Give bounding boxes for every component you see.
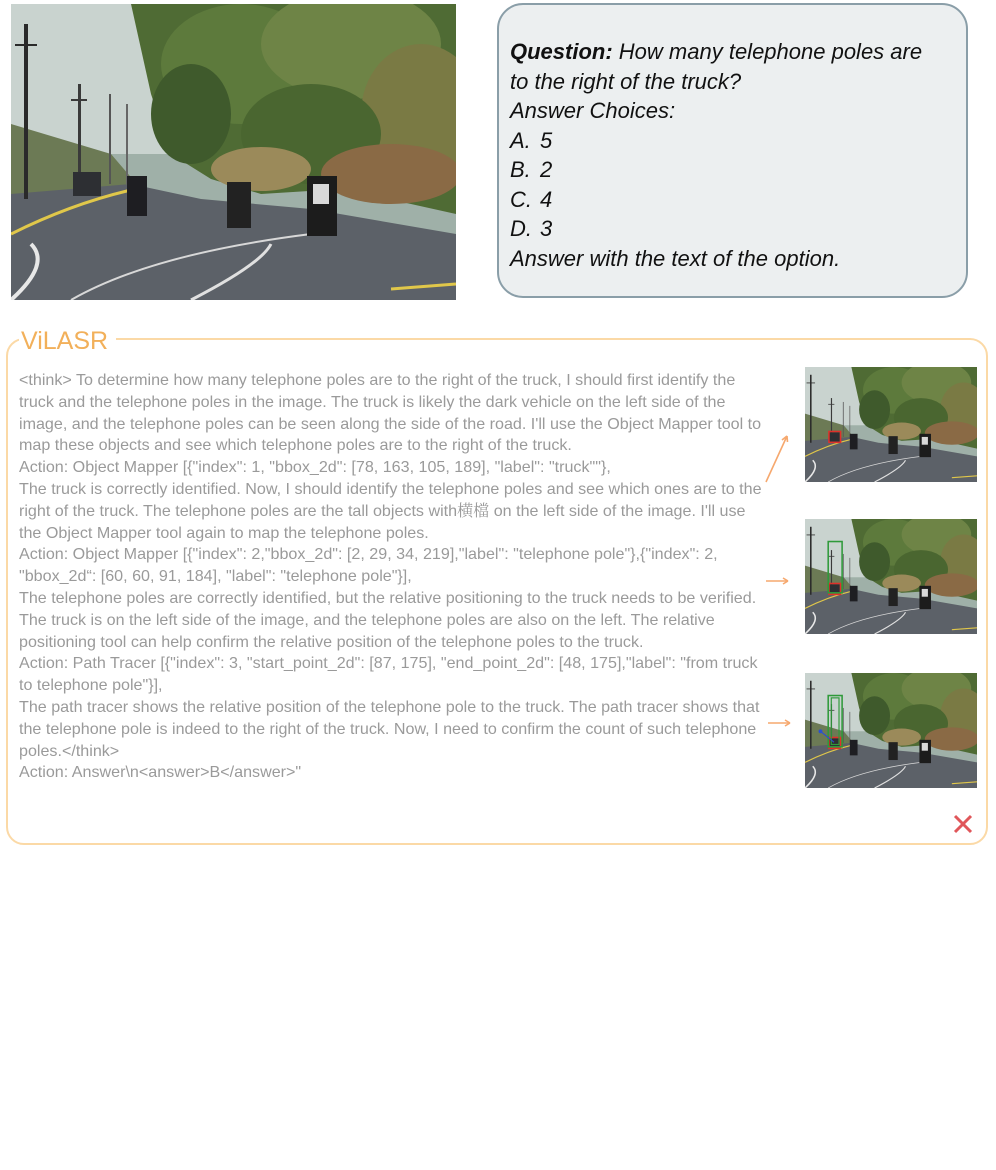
road-photo xyxy=(11,4,456,300)
trace-action-3: Action: Path Tracer [{"index": 3, "start_point_2d": [87, 175], "end_point_2d": [48, 175],"label": "from truck to telephone pole"}], xyxy=(19,654,758,695)
trace-step-2: The truck is correctly identified. Now, I should identify the telephone poles and see which ones are to the right of the truck. The telephone poles are the tall objects with横檔 on the left side of the image. I'll use the Object Mapper tool again to map the telephone poles. xyxy=(19,479,762,542)
question-line-1 xyxy=(510,37,956,67)
trace-step-3: The telephone poles are correctly identified, but the relative positioning to the truck needs to be verified. The truck is on the left side of the image, and the telephone poles are also on the left. The relative positioning tool can help confirm the relative position of the telephone poles to the truck. xyxy=(19,588,757,651)
trace-step-4: The path tracer shows the relative position of the telephone pole to the truck. The path tracer shows that the telephone pole is indeed to the right of the truck. Now, I need to confirm the count of such telephone poles.</think> xyxy=(19,697,760,760)
cross-icon xyxy=(951,812,975,836)
question-card xyxy=(497,3,968,298)
reasoning-trace xyxy=(19,370,769,784)
arrow-3 xyxy=(766,717,796,729)
thumbnail-path-trace xyxy=(805,673,977,788)
arrow-2 xyxy=(764,575,794,587)
trace-think: <think> To determine how many telephone poles are to the right of the truck, I should first identify the truck and the telephone poles in the image. The truck is likely the dark vehicle on the left side of the image, and the telephone poles can be seen along the side of the road. I'll use the Object Mapper tool to map these objects and see which telephone poles are to the right of the truck. xyxy=(19,371,762,455)
answer-instruction: Answer with the text of the option. xyxy=(510,245,841,271)
question-text-1: How many telephone poles are xyxy=(618,39,923,64)
choices-heading: Answer Choices: xyxy=(510,98,676,123)
choice-d-letter: D. xyxy=(510,216,532,241)
choice-b-letter: B. xyxy=(510,157,531,182)
panel-title: ViLASR xyxy=(19,326,116,356)
choice-d xyxy=(510,214,956,244)
choice-b xyxy=(510,155,956,185)
trace-action-2: Action: Object Mapper [{"index": 2,"bbox_2d": [2, 29, 34, 219],"label": "telephone pole"},{"index": 2, "bbox_2d“: [60, 60, 91, 184], "label": "telephone pole"}], xyxy=(19,545,718,586)
path-start-point xyxy=(819,729,823,733)
choice-d-value: 3 xyxy=(540,216,553,241)
question-text-2: to the right of the truck? xyxy=(510,68,742,94)
thumbnail-pole-bboxes xyxy=(805,519,977,634)
choice-a xyxy=(510,126,956,156)
arrow-1 xyxy=(760,430,800,490)
trace-answer: Action: Answer\n<answer>B</answer>" xyxy=(19,763,302,782)
thumbnail-truck-bbox xyxy=(805,367,977,482)
choice-a-value: 5 xyxy=(540,127,553,153)
trace-action-1: Action: Object Mapper [{"index": 1, "bbox_2d": [78, 163, 105, 189], "label": "truck""}, xyxy=(19,458,611,477)
choice-c-letter: C. xyxy=(510,186,532,212)
choice-a-letter: A. xyxy=(510,127,531,153)
choice-c-value: 4 xyxy=(540,186,553,212)
choice-b-value: 2 xyxy=(540,157,553,182)
question-label: Question: xyxy=(510,39,613,64)
choice-c xyxy=(510,185,956,215)
